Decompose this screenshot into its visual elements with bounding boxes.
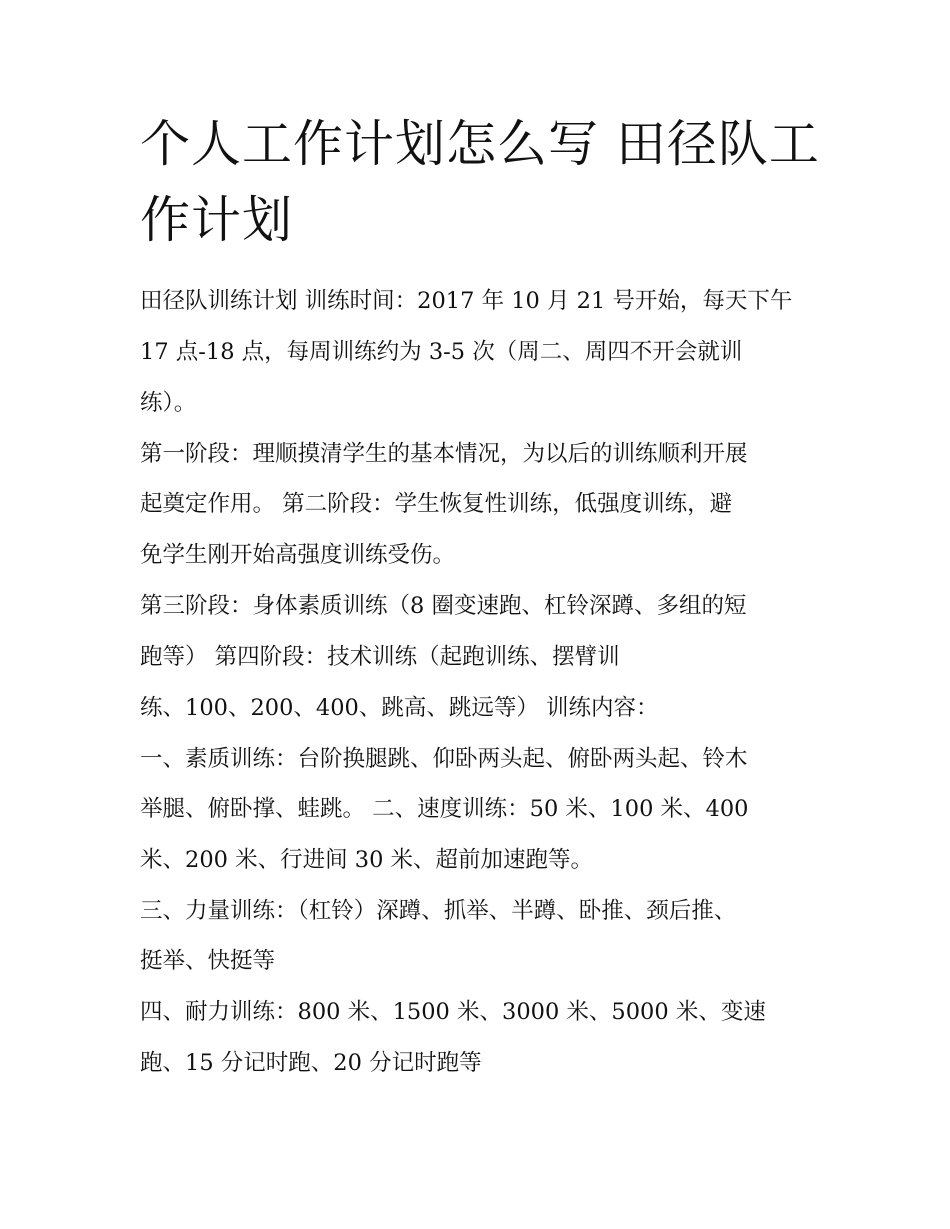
body-line: 跑、15 分记时跑、20 分记时跑等 <box>140 1050 482 1076</box>
body-line: 免学生刚开始高强度训练受伤。 <box>140 542 456 568</box>
body-line: 田径队训练计划 训练时间：2017 年 10 月 21 号开始，每天下午 <box>140 288 793 314</box>
body-line: 一、素质训练：台阶换腿跳、仰卧两头起、俯卧两头起、铃木 <box>140 746 748 772</box>
body-line: 练）。 <box>140 390 197 416</box>
body-line: 17 点-18 点，每周训练约为 3-5 次（周二、周四不开会就训 <box>140 339 743 365</box>
document-title: 个人工作计划怎么写 田径队工作计划 <box>140 115 820 249</box>
body-line: 练、100、200、400、跳高、跳远等） 训练内容： <box>140 695 659 721</box>
body-line: 起奠定作用。 第二阶段：学生恢复性训练，低强度训练，避 <box>140 491 733 517</box>
body-line: 米、200 米、行进间 30 米、超前加速跑等。 <box>140 847 594 873</box>
body-line: 三、力量训练：（杠铃）深蹲、抓举、半蹲、卧推、颈后推、 <box>140 898 737 924</box>
body-line: 跑等） 第四阶段：技术训练（起跑训练、摆臂训 <box>140 644 620 670</box>
body-line: 四、耐力训练：800 米、1500 米、3000 米、5000 米、变速 <box>140 999 766 1025</box>
body-line: 挺举、快挺等 <box>140 948 276 974</box>
body-line: 举腿、俯卧撑、蛙跳。 二、速度训练：50 米、100 米、400 <box>140 796 749 822</box>
body-line: 第三阶段：身体素质训练（8 圈变速跑、杠铃深蹲、多组的短 <box>140 593 747 619</box>
body-line: 第一阶段：理顺摸清学生的基本情况，为以后的训练顺利开展 <box>140 441 748 467</box>
